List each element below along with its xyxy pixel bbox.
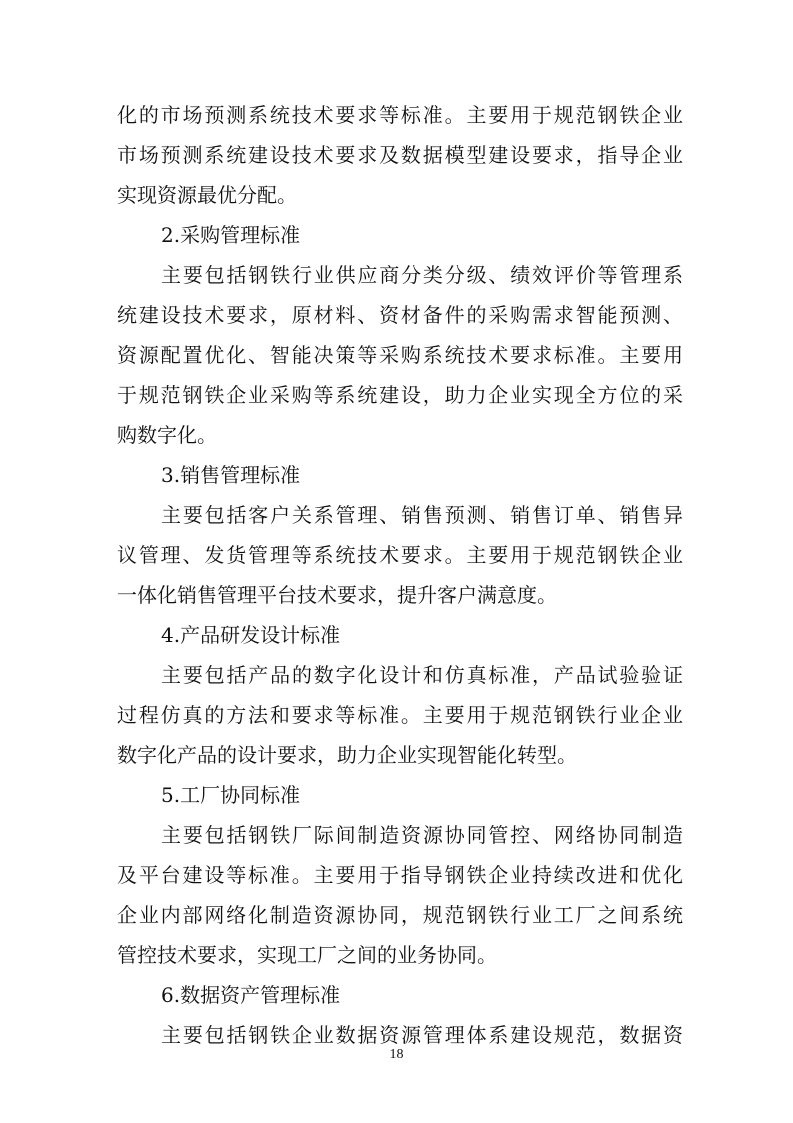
paragraph-line: 主要包括产品的数字化设计和仿真标准，产品试验验证 xyxy=(161,663,683,687)
paragraph-line: 过程仿真的方法和要求等标准。主要用于规范钢铁行业企业 xyxy=(117,703,683,727)
paragraph-line: 数字化产品的设计要求，助力企业实现智能化转型。 xyxy=(117,743,577,767)
section-heading-factory-collaboration: 5.工厂协同标准 xyxy=(161,783,301,807)
paragraph-line: 管控技术要求，实现工厂之间的业务协同。 xyxy=(117,943,497,967)
paragraph-line: 市场预测系统建设技术要求及数据模型建设要求，指导企业 xyxy=(117,143,683,167)
paragraph-line: 及平台建设等标准。主要用于指导钢铁企业持续改进和优化 xyxy=(117,863,683,887)
page-number: 18 xyxy=(389,1047,404,1062)
paragraph-line: 主要包括钢铁厂际间制造资源协同管控、网络协同制造 xyxy=(161,823,683,847)
paragraph-line: 主要包括钢铁企业数据资源管理体系建设规范，数据资 xyxy=(161,1023,683,1047)
paragraph-line: 主要包括客户关系管理、销售预测、销售订单、销售异 xyxy=(161,503,683,527)
paragraph-line: 一体化销售管理平台技术要求，提升客户满意度。 xyxy=(117,583,557,607)
paragraph-line: 购数字化。 xyxy=(117,423,217,447)
paragraph-line: 企业内部网络化制造资源协同，规范钢铁行业工厂之间系统 xyxy=(117,903,683,927)
section-heading-procurement: 2.采购管理标准 xyxy=(161,223,301,247)
paragraph-line: 化的市场预测系统技术要求等标准。主要用于规范钢铁企业 xyxy=(117,103,683,127)
paragraph-line: 实现资源最优分配。 xyxy=(117,183,297,207)
paragraph-line: 资源配置优化、智能决策等采购系统技术要求标准。主要用 xyxy=(117,343,683,367)
section-heading-data-asset: 6.数据资产管理标准 xyxy=(161,983,341,1007)
section-heading-sales: 3.销售管理标准 xyxy=(161,463,301,487)
paragraph-line: 于规范钢铁企业采购等系统建设，助力企业实现全方位的采 xyxy=(117,383,683,407)
document-body xyxy=(117,95,683,1055)
section-heading-product-design: 4.产品研发设计标准 xyxy=(161,623,341,647)
paragraph-line: 议管理、发货管理等系统技术要求。主要用于规范钢铁企业 xyxy=(117,543,683,567)
paragraph-line: 主要包括钢铁行业供应商分类分级、绩效评价等管理系 xyxy=(161,263,683,287)
paragraph-line: 统建设技术要求，原材料、资材备件的采购需求智能预测、 xyxy=(117,303,683,327)
